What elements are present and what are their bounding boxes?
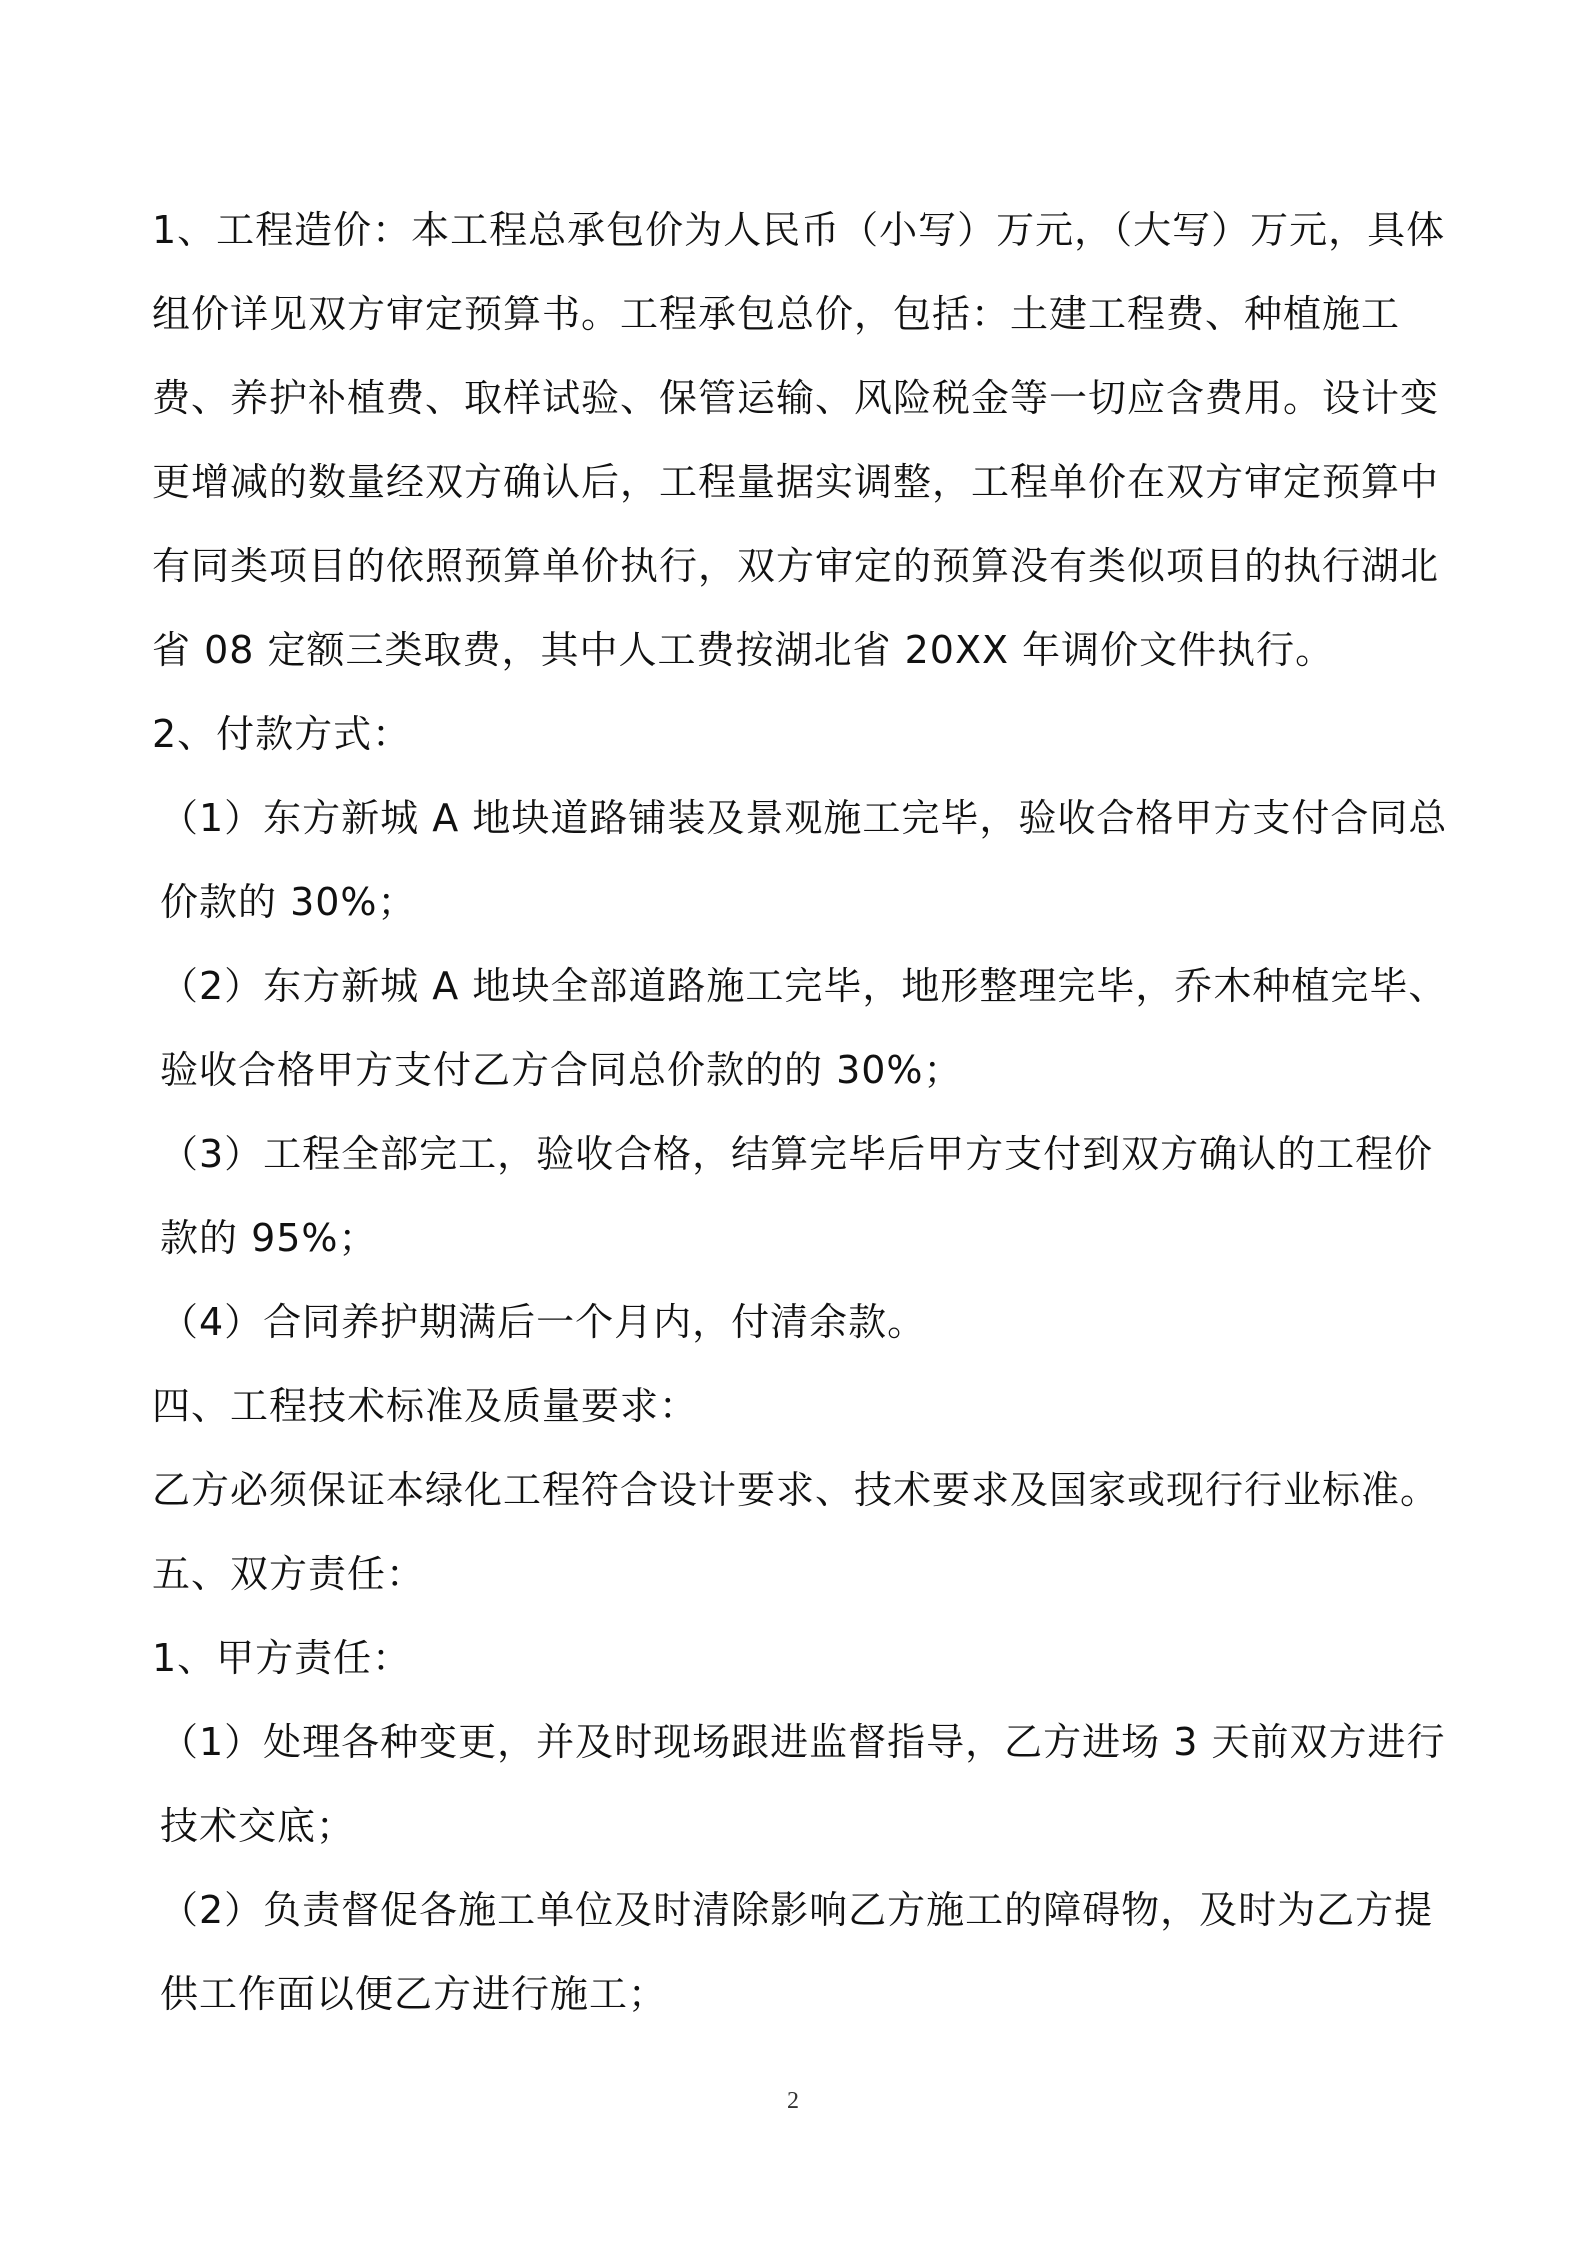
paragraph-quality-requirement: 乙方必须保证本绿化工程符合设计要求、技术要求及国家或现行行业标准。	[152, 1468, 1440, 1512]
party-a-item-1: （1）处理各种变更，并及时现场跟进监督指导，乙方进场 3 天前双方进行技术交底；	[160, 1720, 1446, 1848]
section-heading-responsibilities: 五、双方责任：	[152, 1552, 426, 1596]
heading-payment-method: 2、付款方式：	[152, 712, 412, 756]
party-a-item-2: （2）负责督促各施工单位及时清除影响乙方施工的障碍物，及时为乙方提供工作面以便乙方进行施工；	[160, 1888, 1434, 2016]
payment-item-1: （1）东方新城 A 地块道路铺装及景观施工完毕，验收合格甲方支付合同总价款的 30%；	[160, 796, 1448, 924]
payment-item-2: （2）东方新城 A 地块全部道路施工完毕，地形整理完毕，乔木种植完毕、验收合格甲方支付乙方合同总价款的的 30%；	[160, 964, 1448, 1092]
heading-party-a-responsibilities: 1、甲方责任：	[152, 1636, 412, 1680]
section-heading-technical-standards: 四、工程技术标准及质量要求：	[152, 1384, 699, 1428]
page-number: 2	[787, 2088, 799, 2114]
document-body	[152, 188, 1452, 2036]
payment-item-3: （3）工程全部完工，验收合格，结算完毕后甲方支付到双方确认的工程价款的 95%；	[160, 1132, 1434, 1260]
payment-item-4: （4）合同养护期满后一个月内，付清余款。	[160, 1300, 927, 1344]
paragraph-engineering-cost: 1、工程造价：本工程总承包价为人民币（小写）万元，（大写）万元，具体组价详见双方审定预算书。工程承包总价，包括：土建工程费、种植施工费、养护补植费、取样试验、保管运输、风险税金等一切应含费用。设计变更增减的数量经双方确认后，工程量据实调整，工程单价在双方审定预算中有同类项目的依照预算单价执行，双方审定的预算没有类似项目的执行湖北省 08 定额三类取费，其中人工费按湖北省 20XX 年调价文件执行。	[152, 208, 1446, 672]
